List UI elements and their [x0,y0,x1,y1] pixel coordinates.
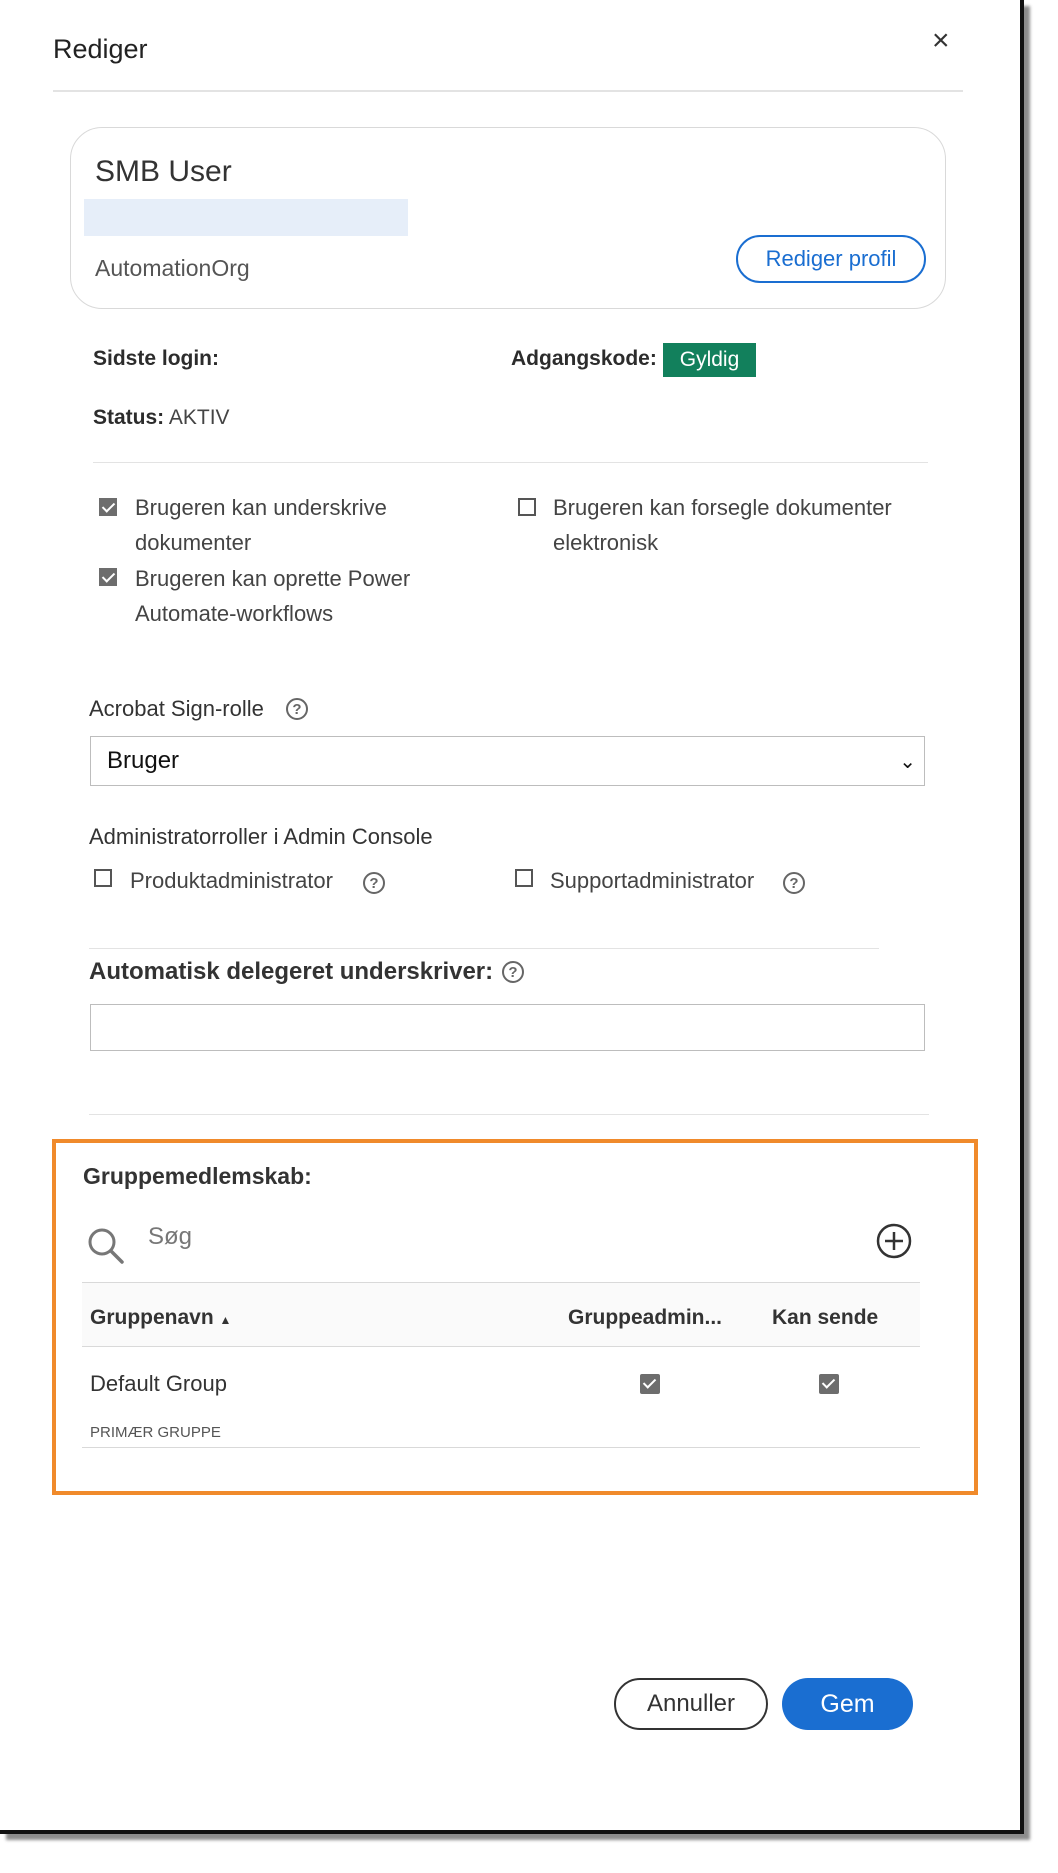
delegate-help-icon[interactable]: ? [502,961,524,983]
product-admin-checkbox[interactable] [94,869,112,887]
dialog-title: Rediger [53,34,148,64]
group-row-name: Default Group [90,1371,227,1396]
support-admin-label: Supportadministrator [550,868,755,893]
col-group-name[interactable]: Gruppenavn ▲ [90,1306,232,1329]
status-value: AKTIV [168,406,230,429]
perm-seal-checkbox[interactable] [518,498,536,516]
sign-role-help-icon[interactable]: ? [286,698,308,720]
save-button[interactable]: Gem [782,1678,913,1730]
close-icon[interactable]: × [932,24,950,57]
group-admin-checkbox[interactable] [640,1374,660,1394]
product-admin-label: Produktadministrator [130,868,333,893]
search-icon [86,1226,126,1266]
group-search-input[interactable]: Søg [148,1223,193,1250]
org-name: AutomationOrg [95,255,250,281]
group-row-divider [82,1447,920,1448]
user-name: SMB User [95,155,232,188]
title-divider [53,90,963,92]
chevron-down-icon: ⌄ [899,751,916,773]
status-line [93,406,230,430]
info-divider [93,462,928,463]
can-send-checkbox[interactable] [819,1374,839,1394]
password-status-badge: Gyldig [663,343,756,377]
redacted-email [84,199,408,236]
admin-roles-label: Administratorroller i Admin Console [89,824,433,849]
support-admin-help-icon[interactable]: ? [783,872,805,894]
perm-sign-checkbox[interactable] [99,498,117,516]
edit-profile-button[interactable]: Rediger profil [736,235,926,283]
admin-divider [89,948,879,949]
group-membership-heading: Gruppemedlemskab: [83,1163,312,1189]
support-admin-checkbox[interactable] [515,869,533,887]
delegate-input[interactable] [90,1004,925,1051]
col-can-send[interactable]: Kan sende [772,1306,879,1329]
cancel-button[interactable]: Annuller [614,1678,768,1730]
product-admin-help-icon[interactable]: ? [363,872,385,894]
last-login-label: Sidste login: [93,347,219,370]
perm-sign-label: Brugeren kan underskrive dokumenter [135,495,387,555]
delegate-label: Automatisk delegeret underskriver: [89,958,494,985]
delegate-divider [89,1114,929,1115]
group-row-primary-tag: PRIMÆR GRUPPE [90,1424,221,1441]
add-group-icon[interactable] [875,1222,913,1260]
perm-power-automate-checkbox[interactable] [99,568,117,586]
perm-seal-label: Brugeren kan forsegle dokumenter elektronisk [553,495,892,555]
col-group-admin[interactable]: Gruppeadmin... [568,1306,723,1329]
password-label: Adgangskode: [511,347,657,370]
status-label: Status: [93,406,165,429]
sign-role-selected: Bruger [107,747,180,774]
sign-role-select[interactable] [90,736,925,786]
sign-role-label: Acrobat Sign-rolle [89,696,264,721]
perm-power-automate-label: Brugeren kan oprette Power Automate-workflows [135,566,411,626]
sort-asc-icon: ▲ [219,1313,232,1327]
